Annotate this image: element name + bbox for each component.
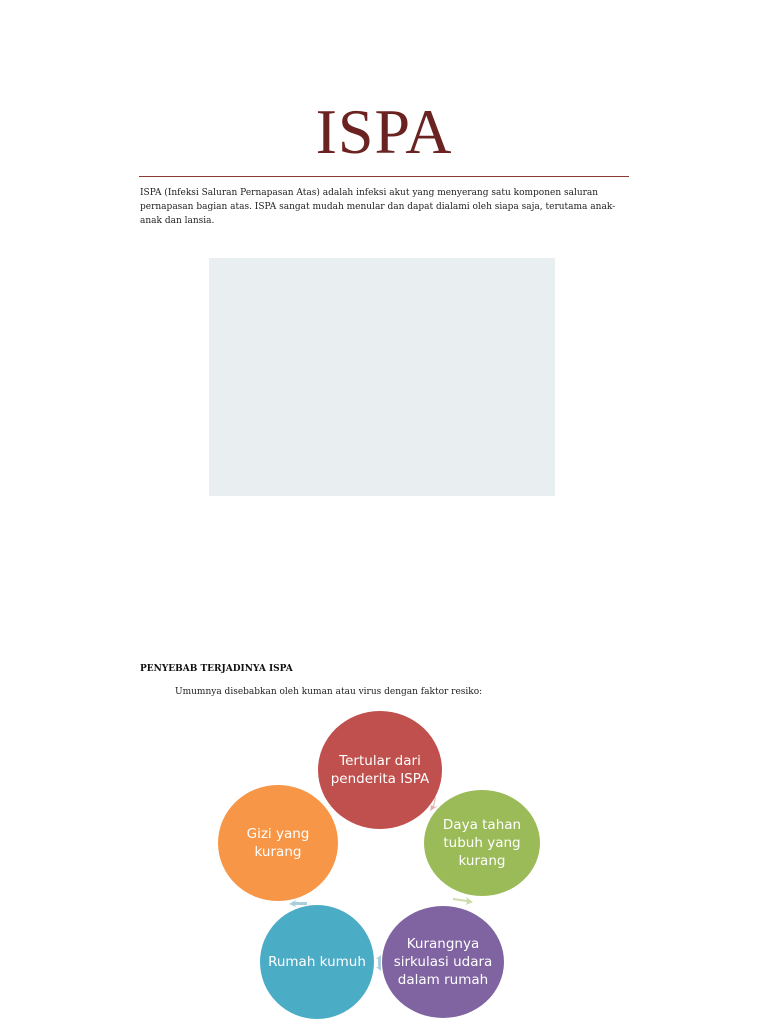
cycle-item: Tertular dari penderita ISPA — [318, 711, 442, 829]
cycle-arrow-icon — [452, 896, 474, 906]
cycle-item: Gizi yang kurang — [218, 785, 338, 901]
cycle-item: Daya tahan tubuh yang kurang — [424, 790, 540, 896]
document-title: ISPA — [315, 96, 453, 167]
photo-placeholder — [209, 258, 555, 496]
cycle-item: Kurangnya sirkulasi udara dalam rumah — [382, 906, 504, 1018]
cycle-item: Rumah kumuh — [260, 905, 374, 1019]
intro-paragraph: ISPA (Infeksi Saluran Pernapasan Atas) adalah infeksi akut yang menyerang satu komponen saluran pernapasan bagian atas. ISPA sangat mudah menular dan dapat dialami oleh siapa saja, terutama anak-anak dan lansia. — [140, 188, 616, 226]
cycle-arrow-icon — [374, 954, 382, 972]
section-text: Umumnya disebabkan oleh kuman atau virus dengan faktor resiko: — [175, 687, 483, 697]
risk-factor-cycle-diagram — [200, 700, 570, 1024]
title-divider — [139, 176, 629, 177]
section-heading: PENYEBAB TERJADINYA ISPA — [140, 664, 293, 674]
